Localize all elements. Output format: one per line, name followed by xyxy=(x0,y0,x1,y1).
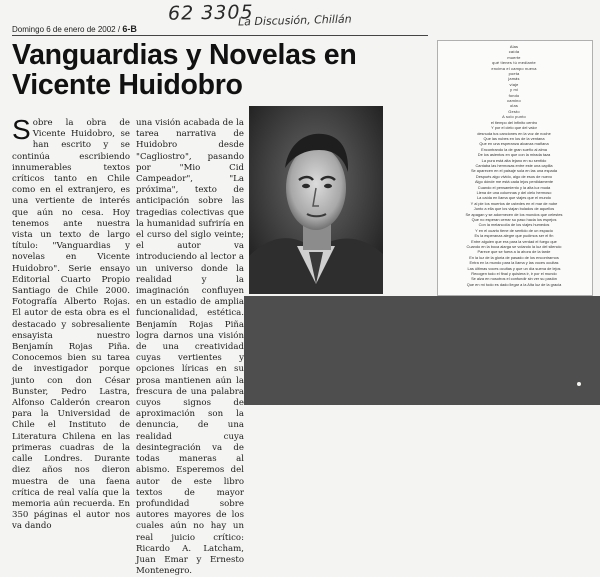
poem-line: Con la melancolía de los viajes humedos xyxy=(478,222,550,228)
poem-line: Se alza en nosotros el confundir sin ver su pasión xyxy=(471,276,557,282)
poem-line: Que en mí todo es dado llegar a la Alta luz de la gracia xyxy=(466,281,562,287)
poem-line: caída xyxy=(508,49,520,55)
poem-line: Después algo vivido, algo de esos de nuevo xyxy=(475,173,553,179)
drop-cap: S xyxy=(12,114,31,145)
poem-line: Y en el cuarto tiene de sentido de un espacio xyxy=(475,227,553,233)
archive-number: 62 3305 xyxy=(167,1,254,25)
poem-line: Cuando el pensamiento y la alta luz muda xyxy=(477,184,551,190)
dateline xyxy=(12,24,137,34)
column-2-text: una visión acabada de la tarea narrativa de Huidobro desde "Cagliostro", pasando por "Mio Cid Campeador", "La próxima", texto de anticipación sobre las tragedias colectivas que la humanidad sufriría en el curso del siglo veinte; el autor va introduciendo al lector a un universo donde la realidad y la imaginación confluyen en un estadio de amplia funcionalidad, estética. Benjamín Rojas Piña logra darnos una visión de una creatividad cuyas vertientes y opciones líricas en su prosa mantienen aún la frescura de una palabra cuyos signos de aproximación son la denuncia, de una realidad cuya desintegración va de todas maneras al abismo. Esperemos del autor de este libro textos de mayor profundidad sobre autores mayores de los cuales aún no hay un real juicio crítico: Ricardo A. Latcham, Juan Emar y Ernesto Montenegro. xyxy=(136,118,244,577)
poem-line: La caída en llama que viajes que el mundo xyxy=(477,195,551,201)
poem-line: A solo punto xyxy=(502,114,526,120)
poem-line: Encontrando la de gran sueño al alma xyxy=(481,146,547,152)
poem-line: camino xyxy=(507,98,521,104)
poem-line: el tiempo del infinito centro xyxy=(490,119,538,125)
poem-line: Alas xyxy=(509,44,519,49)
poem-line: Algo dónde me está cada lejos perdidamente xyxy=(474,179,554,185)
poem-line: Que en una esperanza alcanza mañana xyxy=(479,141,549,147)
poem-line: Y al pie los muertos de ustedes en el mar de nube xyxy=(470,200,558,206)
poem-line: desnuda tus canciones en la voz de noche xyxy=(477,130,551,136)
article-headline: Vanguardias y Novelas en Vicente Huidobro xyxy=(12,39,357,101)
page-section: 6-B xyxy=(122,24,137,34)
author-portrait-photo xyxy=(249,106,383,294)
poem-line: La pura está alta lejano en su sentido xyxy=(481,157,547,163)
handwritten-annotation xyxy=(168,2,428,32)
poem-line: Cuando en la boca alarga se volando la luz del silencio xyxy=(466,244,562,250)
portrait-illustration xyxy=(249,106,383,294)
poem-line: y mi xyxy=(510,87,518,93)
poem-line: Que las nubes en los de la ventana xyxy=(483,135,545,141)
poem-line: fondo xyxy=(508,92,520,98)
poem-line: Que no esperan cerrar su paso hacia los espejos xyxy=(471,217,557,222)
poem-line: encima el campo nueva xyxy=(491,65,537,71)
poem-line: Recogen todo el final y quisiera ir, ir por el mundo xyxy=(471,271,557,277)
poem-line: Cantaba las hermosas entre este una capilla xyxy=(475,162,553,168)
poem-line: olas xyxy=(510,103,518,109)
poem-text xyxy=(440,44,588,287)
poem-line: Llena de una columnas y del cielo hermoso xyxy=(476,189,552,195)
poem-line: En la luz de la gloria de pasado de los encontrarnos xyxy=(469,254,559,260)
poem-line: qué tienes tú mediante xyxy=(492,60,536,66)
poem-line: Gesto xyxy=(508,108,520,114)
poem-line: Parece que se fuera a la ahora de la tarde xyxy=(477,249,551,255)
shaded-area xyxy=(244,296,600,405)
poem-line: viaje xyxy=(509,81,519,87)
poem-line: Entra en la mundo para la llama y las voces ocultas xyxy=(469,260,559,266)
poem-line: jamás xyxy=(508,76,520,82)
issue-date: Domingo 6 de enero de 2002 / xyxy=(12,25,121,34)
poem-line: De los asientos en que con la mirada taza xyxy=(477,152,551,158)
poem-line: Es la esperanza alegre que pudimos ser el fin xyxy=(474,233,554,239)
article-column-1 xyxy=(12,114,130,533)
poem-line: Se apagan y se adormecen de los mundos que celestes xyxy=(465,211,563,217)
poem-line: Las últimas voces ocultas y que un día suena de lejos xyxy=(467,265,561,271)
poem-line: Junto a ella que los viajan bulados de aquellos xyxy=(473,206,555,212)
poem-line: poeta xyxy=(508,71,520,77)
header-rule xyxy=(12,35,428,36)
column-1-text: obre la obra de Vicente Huidobro, se han escrito y se continúa escribiendo innumerables textos críticos tanto en Chile como en el extranjero, es una vertiente de interés que aún no cesa. Hoy tenemos ante nuestra vista un texto de largo título: "Vanguardias y novelas en Vicente Huidobro". Serie ensayo Editorial Cuarto Propio Santiago de Chile 2000. Fotografía Alberto Rojas. El autor de esta obra es el destacado y sobresaliente ensayista nuestro Benjamín Rojas Piña. Conocemos bien su tarea de investigador porque junto con don César Bunster, Pedro Lastra, Alfonso Calderón crearon para la Universidad de Chile el Instituto de Literatura Chilena en las primeras cuadras de la calle Londres. Durante diez años nos dieron muestra de una faena crítica de real valía que la memoria aún recuerda. En 350 páginas el autor nos va dando xyxy=(12,118,130,532)
poem-line: Se aparecen en el paisaje sola en las una espada xyxy=(470,168,558,174)
article-column-2 xyxy=(136,118,244,577)
end-bullet xyxy=(577,382,581,386)
source-note: La Discusión, Chillán xyxy=(237,12,352,29)
poem-line: Y por el cielo que del valor xyxy=(491,125,537,131)
poem-line: Entre alguien que era para la verdad el fuego que xyxy=(471,238,557,244)
poem-line: muerte xyxy=(507,54,521,60)
